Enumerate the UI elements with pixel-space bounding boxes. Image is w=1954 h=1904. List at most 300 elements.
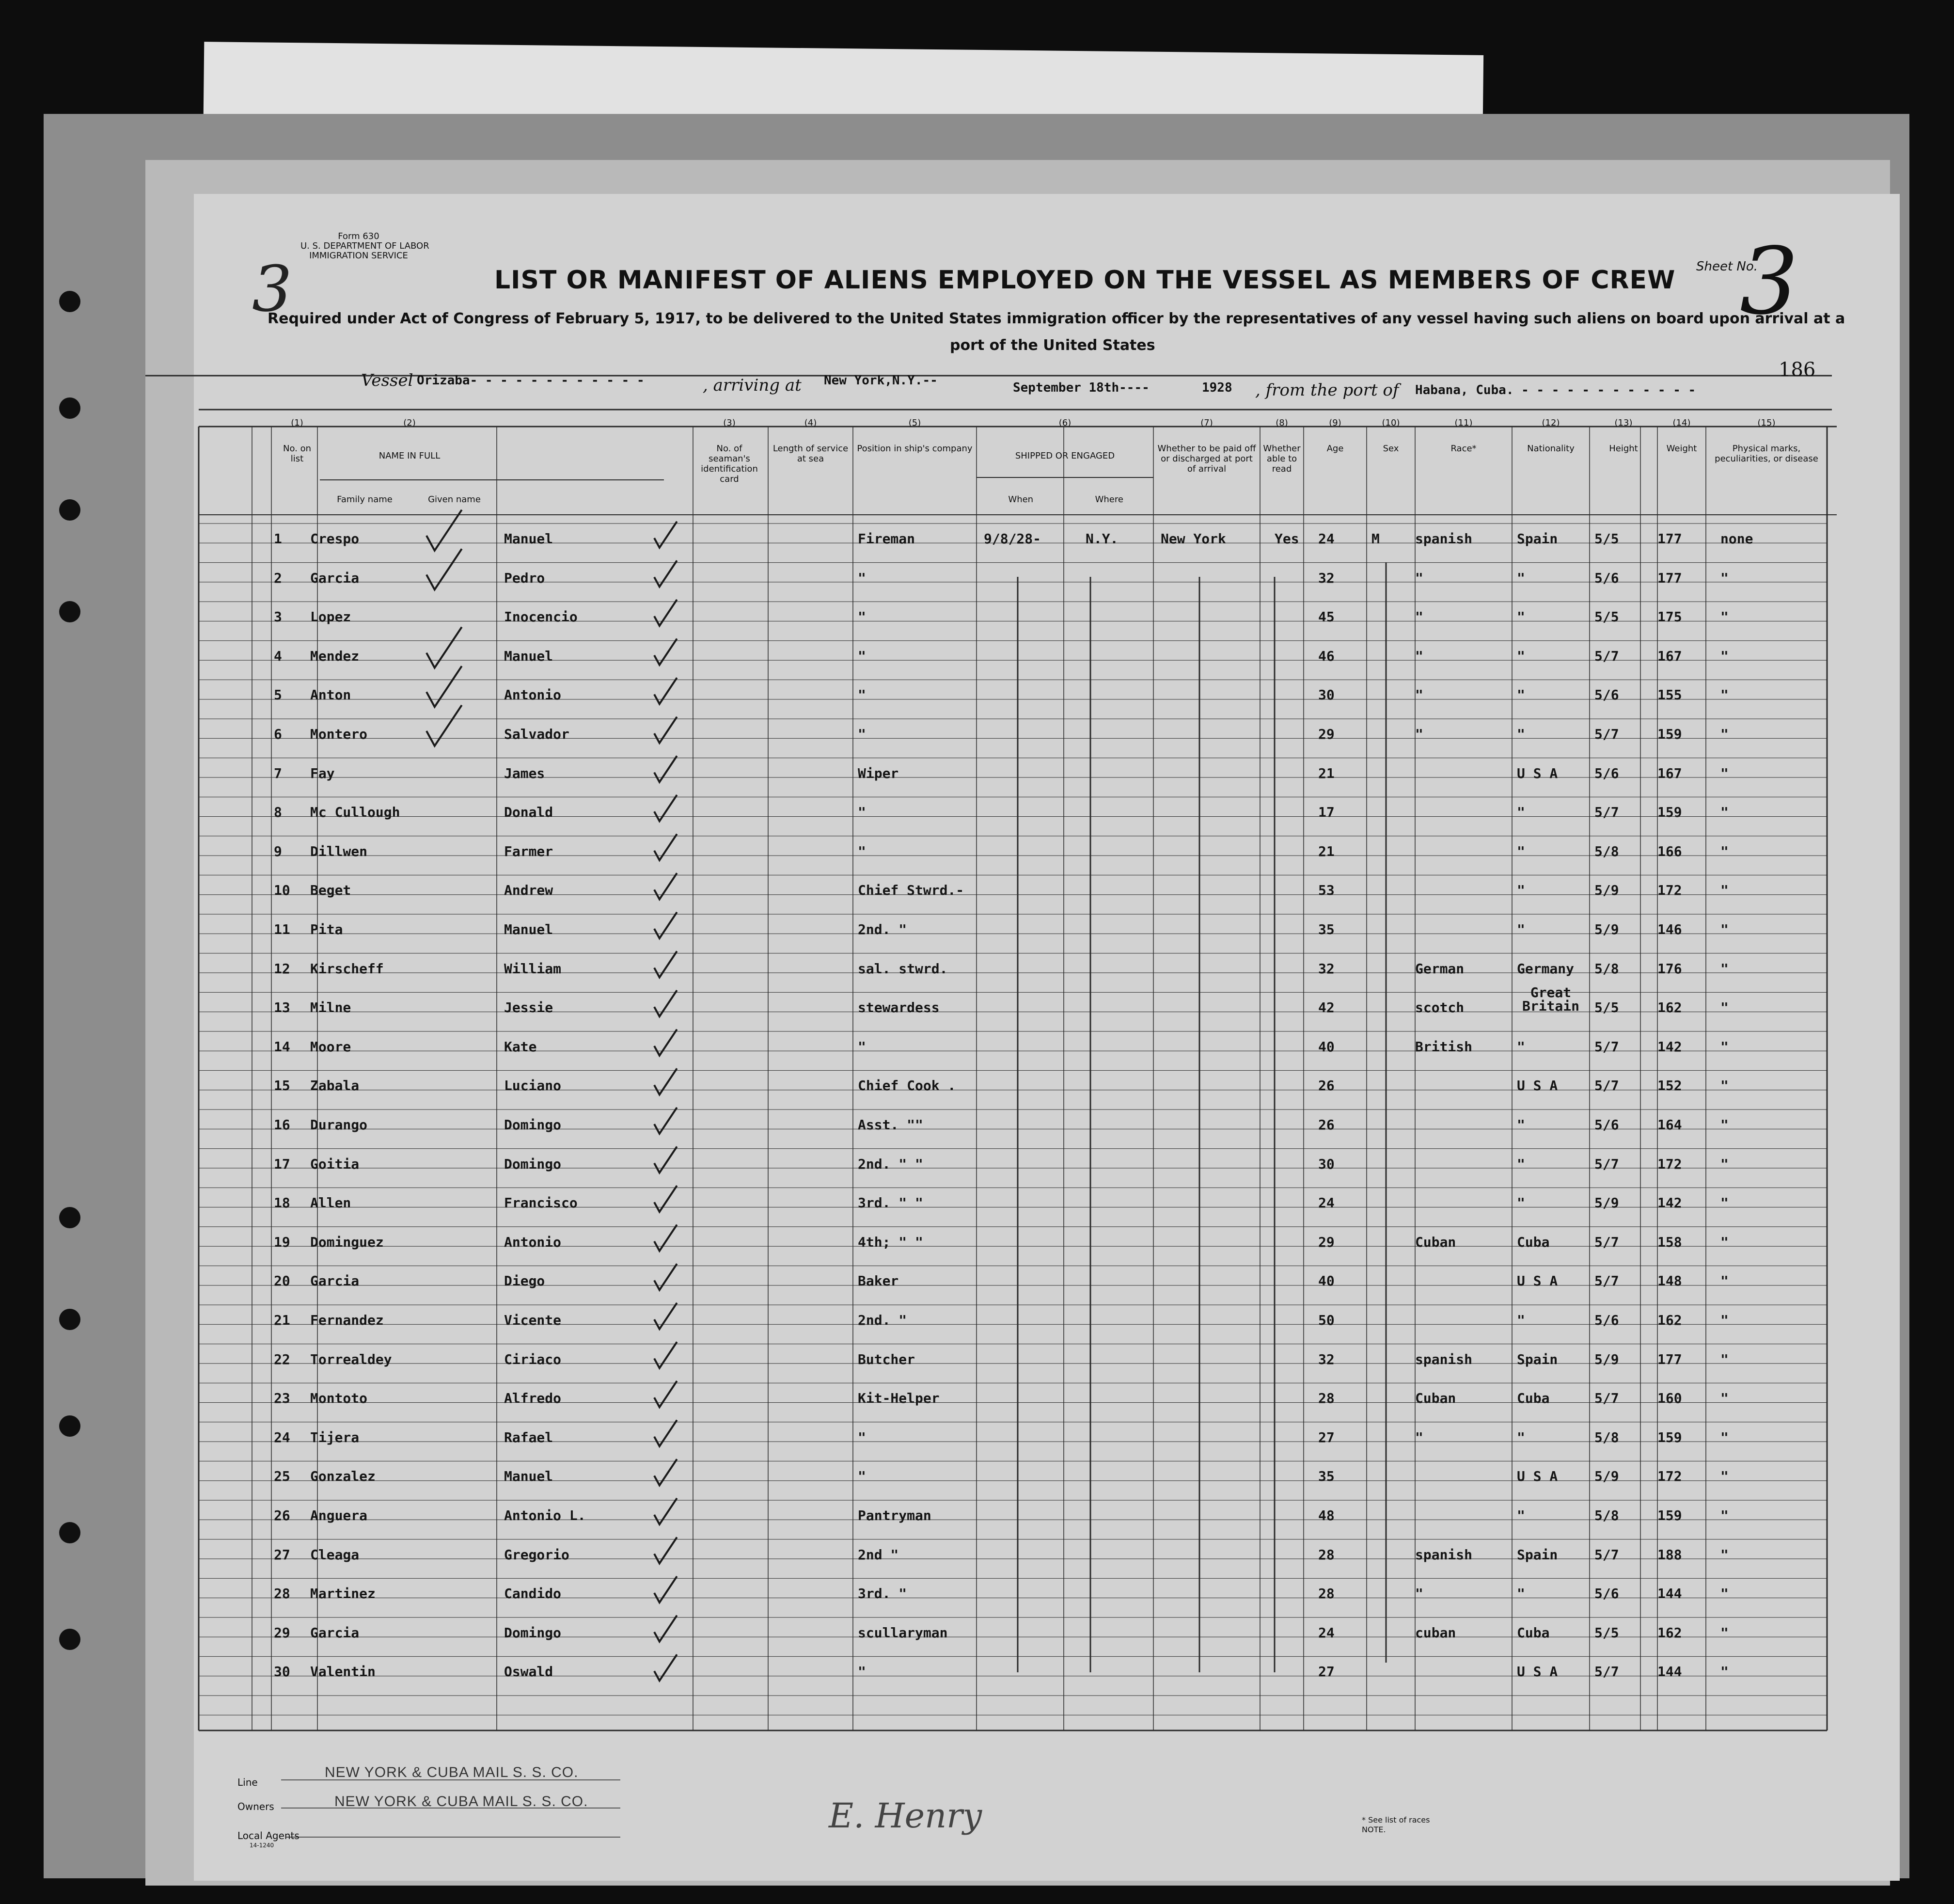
family-name: Valentin xyxy=(310,1664,376,1680)
given-name: James xyxy=(504,765,545,781)
family-name: Garcia xyxy=(310,570,360,586)
weight: 162 xyxy=(1657,1624,1682,1641)
family-name: Martinez xyxy=(310,1586,376,1602)
shipped-when: 9/8/28- xyxy=(984,531,1041,547)
column-subheader: Family name xyxy=(337,494,393,505)
height: 5/7 xyxy=(1594,1038,1619,1055)
race: " xyxy=(1415,570,1423,586)
check-mark xyxy=(654,1264,677,1290)
position: Baker xyxy=(858,1273,899,1289)
race: scotch xyxy=(1415,1000,1465,1016)
column-number: (6) xyxy=(1058,418,1072,428)
given-name: Ciriaco xyxy=(504,1351,562,1367)
age: 21 xyxy=(1318,765,1335,781)
sheet-number: 3 xyxy=(1740,228,1798,335)
height: 5/8 xyxy=(1594,1429,1619,1445)
nationality: " xyxy=(1517,570,1525,586)
given-name: Manuel xyxy=(504,648,553,664)
column-header-label: Nationality xyxy=(1527,444,1575,454)
form-code: 14-1240 xyxy=(250,1842,274,1849)
position: 4th; " " xyxy=(858,1234,923,1250)
form-number: Form 630 xyxy=(338,231,379,241)
row-number: 9 xyxy=(274,843,282,859)
check-mark xyxy=(654,873,677,899)
weight: 164 xyxy=(1657,1117,1682,1133)
age: 26 xyxy=(1318,1078,1335,1094)
weight: 159 xyxy=(1657,1429,1682,1445)
check-mark xyxy=(654,1654,677,1681)
given-name: Rafael xyxy=(504,1429,553,1445)
height: 5/7 xyxy=(1594,1078,1619,1094)
nationality: " xyxy=(1517,687,1525,703)
column-number: (8) xyxy=(1276,418,1288,428)
column-header-label: Physical marks, peculiarities, or disease xyxy=(1715,444,1818,464)
race: spanish xyxy=(1415,531,1473,547)
given-name: Francisco xyxy=(504,1195,578,1211)
height: 5/9 xyxy=(1594,1468,1619,1485)
column-subheader: Given name xyxy=(428,494,481,505)
nationality: " xyxy=(1517,1195,1525,1211)
weight: 144 xyxy=(1657,1586,1682,1602)
height: 5/6 xyxy=(1594,1586,1619,1602)
nationality: " xyxy=(1517,843,1525,859)
physical-marks: " xyxy=(1720,1312,1729,1328)
check-mark xyxy=(426,705,462,746)
age: 28 xyxy=(1318,1586,1335,1602)
height: 5/5 xyxy=(1594,1624,1619,1641)
row-number: 24 xyxy=(274,1429,290,1445)
check-mark xyxy=(654,912,677,938)
position: 2nd " xyxy=(858,1546,899,1563)
position: 3rd. " xyxy=(858,1586,907,1602)
race: Cuban xyxy=(1415,1234,1456,1250)
row-number: 27 xyxy=(274,1546,290,1563)
family-name: Zabala xyxy=(310,1078,360,1094)
page-stamp-number: 186 xyxy=(1779,359,1816,381)
physical-marks: " xyxy=(1720,921,1729,937)
given-name: Diego xyxy=(504,1273,545,1289)
check-mark xyxy=(654,1576,677,1603)
nationality: " xyxy=(1517,1038,1525,1055)
weight: 158 xyxy=(1657,1234,1682,1250)
physical-marks: " xyxy=(1720,960,1729,977)
row-number: 17 xyxy=(274,1156,290,1172)
position: " xyxy=(858,1664,866,1680)
weight: 144 xyxy=(1657,1664,1682,1680)
nationality: " xyxy=(1517,1586,1525,1602)
row-number: 5 xyxy=(274,687,282,703)
height: 5/6 xyxy=(1594,570,1619,586)
nationality: U S A xyxy=(1517,1664,1558,1680)
nationality: Germany xyxy=(1517,960,1575,977)
weight: 159 xyxy=(1657,726,1682,742)
check-mark xyxy=(654,990,677,1016)
vessel-label: Vessel xyxy=(361,371,413,390)
arrival-port: New York,N.Y.-- xyxy=(824,373,938,388)
family-name: Gonzalez xyxy=(310,1468,376,1485)
column-header-label: Whether able to read xyxy=(1263,444,1301,474)
position: " xyxy=(858,687,866,703)
height: 5/9 xyxy=(1594,1195,1619,1211)
nationality: " xyxy=(1517,882,1525,899)
family-name: Beget xyxy=(310,882,351,899)
nationality: " xyxy=(1517,726,1525,742)
given-name: Gregorio xyxy=(504,1546,569,1563)
family-name: Lopez xyxy=(310,609,351,625)
races-note: * See list of races xyxy=(1362,1815,1430,1825)
height: 5/8 xyxy=(1594,960,1619,977)
weight: 172 xyxy=(1657,882,1682,899)
position: sal. stwrd. xyxy=(858,960,948,977)
position: Chief Cook . xyxy=(858,1078,956,1094)
column-number: (2) xyxy=(403,418,416,428)
weight: 172 xyxy=(1657,1468,1682,1485)
position: " xyxy=(858,1429,866,1445)
height: 5/9 xyxy=(1594,1351,1619,1367)
check-mark xyxy=(426,549,462,589)
race: German xyxy=(1415,960,1465,977)
height: 5/9 xyxy=(1594,882,1619,899)
nationality: Great Britain xyxy=(1522,984,1579,1015)
check-mark xyxy=(654,1303,677,1329)
position: Butcher xyxy=(858,1351,915,1367)
height: 5/7 xyxy=(1594,648,1619,664)
weight: 162 xyxy=(1657,1312,1682,1328)
physical-marks: " xyxy=(1720,882,1729,899)
weight: 177 xyxy=(1657,570,1682,586)
service-name: IMMIGRATION SERVICE xyxy=(309,251,408,261)
weight: 167 xyxy=(1657,765,1682,781)
given-name: Pedro xyxy=(504,570,545,586)
given-name: Domingo xyxy=(504,1156,562,1172)
age: 24 xyxy=(1318,1195,1335,1211)
check-mark xyxy=(654,639,677,665)
subtitle-line-1: Required under Act of Congress of February 5, 1917, to be delivered to the United States immigration officer by the representatives of any vessel having such aliens on board upon arrival at a xyxy=(268,310,1845,327)
physical-marks: " xyxy=(1720,1390,1729,1407)
physical-marks: " xyxy=(1720,648,1729,664)
age: 29 xyxy=(1318,1234,1335,1250)
check-mark xyxy=(426,510,462,551)
note-label: NOTE. xyxy=(1362,1825,1386,1834)
position: " xyxy=(858,726,866,742)
column-number: (9) xyxy=(1329,418,1341,428)
row-number: 10 xyxy=(274,882,290,899)
family-name: Garcia xyxy=(310,1624,360,1641)
age: 32 xyxy=(1318,570,1335,586)
weight: 177 xyxy=(1657,1351,1682,1367)
age: 35 xyxy=(1318,921,1335,937)
check-mark xyxy=(654,756,677,782)
race: " xyxy=(1415,648,1423,664)
position: scullaryman xyxy=(858,1624,948,1641)
position: Chief Stwrd.- xyxy=(858,882,964,899)
family-name: Milne xyxy=(310,1000,351,1016)
physical-marks: " xyxy=(1720,765,1729,781)
check-mark xyxy=(654,1498,677,1524)
family-name: Mendez xyxy=(310,648,360,664)
age: 28 xyxy=(1318,1546,1335,1563)
family-name: Mc Cullough xyxy=(310,804,400,821)
height: 5/7 xyxy=(1594,1273,1619,1289)
age: 29 xyxy=(1318,726,1335,742)
check-mark xyxy=(654,1068,677,1095)
position: 2nd. " xyxy=(858,1312,907,1328)
column-header-label: Height xyxy=(1609,444,1638,454)
age: 24 xyxy=(1318,531,1335,547)
weight: 172 xyxy=(1657,1156,1682,1172)
position: 2nd. " xyxy=(858,921,907,937)
position: 3rd. " " xyxy=(858,1195,923,1211)
check-mark xyxy=(654,600,677,626)
check-mark xyxy=(654,1616,677,1642)
nationality: Spain xyxy=(1517,1546,1558,1563)
weight: 142 xyxy=(1657,1195,1682,1211)
height: 5/7 xyxy=(1594,1546,1619,1563)
physical-marks: " xyxy=(1720,1624,1729,1641)
nationality: Spain xyxy=(1517,531,1558,547)
age: 46 xyxy=(1318,648,1335,664)
nationality: " xyxy=(1517,1312,1525,1328)
given-name: Manuel xyxy=(504,921,553,937)
physical-marks: " xyxy=(1720,609,1729,625)
nationality: Spain xyxy=(1517,1351,1558,1367)
check-mark xyxy=(654,717,677,743)
check-mark xyxy=(654,1146,677,1173)
nationality: " xyxy=(1517,804,1525,821)
given-name: Farmer xyxy=(504,843,553,859)
weight: 152 xyxy=(1657,1078,1682,1094)
column-number: (15) xyxy=(1757,418,1776,428)
row-number: 4 xyxy=(274,648,282,664)
physical-marks: " xyxy=(1720,1273,1729,1289)
sex: M xyxy=(1371,531,1380,547)
race: Cuban xyxy=(1415,1390,1456,1407)
row-number: 28 xyxy=(274,1586,290,1602)
position: " xyxy=(858,609,866,625)
column-number: (4) xyxy=(804,418,817,428)
row-number: 12 xyxy=(274,960,290,977)
physical-marks: " xyxy=(1720,1156,1729,1172)
height: 5/7 xyxy=(1594,804,1619,821)
given-name: Salvador xyxy=(504,726,569,742)
check-mark xyxy=(426,627,462,668)
physical-marks: " xyxy=(1720,687,1729,703)
family-name: Goitia xyxy=(310,1156,360,1172)
age: 30 xyxy=(1318,687,1335,703)
row-number: 25 xyxy=(274,1468,290,1485)
nationality: " xyxy=(1517,609,1525,625)
column-number: (13) xyxy=(1614,418,1633,428)
row-number: 7 xyxy=(274,765,282,781)
height: 5/7 xyxy=(1594,726,1619,742)
check-mark xyxy=(426,666,462,707)
corner-handwritten-mark: 3 xyxy=(252,252,292,326)
age: 27 xyxy=(1318,1664,1335,1680)
height: 5/7 xyxy=(1594,1664,1619,1680)
column-header-label: SHIPPED OR ENGAGED xyxy=(1015,451,1115,461)
check-mark xyxy=(654,951,677,977)
subtitle-line-2: port of the United States xyxy=(950,337,1155,354)
row-number: 29 xyxy=(274,1624,290,1641)
line-value: NEW YORK & CUBA MAIL S. S. CO. xyxy=(325,1764,579,1780)
nationality: Cuba xyxy=(1517,1390,1550,1407)
check-mark xyxy=(654,1342,677,1368)
given-name: Antonio xyxy=(504,1234,562,1250)
owners-label: Owners xyxy=(237,1801,274,1812)
weight: 155 xyxy=(1657,687,1682,703)
race: British xyxy=(1415,1038,1473,1055)
nationality: " xyxy=(1517,1117,1525,1133)
row-number: 21 xyxy=(274,1312,290,1328)
family-name: Crespo xyxy=(310,531,360,547)
age: 40 xyxy=(1318,1273,1335,1289)
row-number: 13 xyxy=(274,1000,290,1016)
age: 42 xyxy=(1318,1000,1335,1016)
able-to-read: Yes xyxy=(1275,531,1299,547)
weight: 166 xyxy=(1657,843,1682,859)
family-name: Allen xyxy=(310,1195,351,1211)
physical-marks: " xyxy=(1720,1038,1729,1055)
given-name: Domingo xyxy=(504,1624,562,1641)
physical-marks: " xyxy=(1720,1078,1729,1094)
weight: 188 xyxy=(1657,1546,1682,1563)
line-label: Line xyxy=(237,1777,258,1788)
row-number: 22 xyxy=(274,1351,290,1367)
family-name: Fernandez xyxy=(310,1312,384,1328)
column-header-label: Sex xyxy=(1383,444,1399,454)
position: Kit-Helper xyxy=(858,1390,940,1407)
physical-marks: " xyxy=(1720,570,1729,586)
family-name: Torrealdey xyxy=(310,1351,392,1367)
given-name: Inocencio xyxy=(504,609,578,625)
agent-signature: E. Henry xyxy=(829,1796,982,1836)
race: " xyxy=(1415,1429,1423,1445)
position: " xyxy=(858,1038,866,1055)
column-number: (5) xyxy=(908,418,921,428)
local-agents-label: Local Agents xyxy=(237,1830,299,1841)
position: " xyxy=(858,1468,866,1485)
physical-marks: " xyxy=(1720,1195,1729,1211)
column-number: (10) xyxy=(1382,418,1400,428)
weight: 160 xyxy=(1657,1390,1682,1407)
family-name: Moore xyxy=(310,1038,351,1055)
height: 5/6 xyxy=(1594,687,1619,703)
physical-marks: " xyxy=(1720,843,1729,859)
weight: 159 xyxy=(1657,1507,1682,1523)
nationality: " xyxy=(1517,1507,1525,1523)
check-mark xyxy=(654,1186,677,1212)
height: 5/5 xyxy=(1594,609,1619,625)
family-name: Fay xyxy=(310,765,335,781)
arriving-label: , arriving at xyxy=(703,376,802,395)
given-name: Antonio L. xyxy=(504,1507,586,1523)
age: 35 xyxy=(1318,1468,1335,1485)
family-name: Anton xyxy=(310,687,351,703)
nationality: " xyxy=(1517,921,1525,937)
weight: 146 xyxy=(1657,921,1682,937)
race: " xyxy=(1415,609,1423,625)
given-name: Candido xyxy=(504,1586,562,1602)
shipped-where: N.Y. xyxy=(1086,531,1119,547)
check-mark xyxy=(654,1225,677,1251)
physical-marks: none xyxy=(1720,531,1753,547)
check-mark xyxy=(654,1108,677,1134)
weight: 159 xyxy=(1657,804,1682,821)
check-mark xyxy=(654,678,677,704)
row-number: 16 xyxy=(274,1117,290,1133)
nationality: U S A xyxy=(1517,765,1558,781)
sheet-label: Sheet No. xyxy=(1696,259,1758,274)
check-mark xyxy=(654,560,677,587)
nationality: Cuba xyxy=(1517,1624,1550,1641)
row-number: 11 xyxy=(274,921,290,937)
physical-marks: " xyxy=(1720,1000,1729,1016)
departure-port: Habana, Cuba. - - - - - - - - - - - - xyxy=(1415,383,1696,397)
weight: 176 xyxy=(1657,960,1682,977)
race: " xyxy=(1415,1586,1423,1602)
weight: 162 xyxy=(1657,1000,1682,1016)
row-number: 30 xyxy=(274,1664,290,1680)
height: 5/7 xyxy=(1594,1390,1619,1407)
height: 5/6 xyxy=(1594,1312,1619,1328)
check-mark xyxy=(654,1420,677,1446)
physical-marks: " xyxy=(1720,1586,1729,1602)
physical-marks: " xyxy=(1720,1546,1729,1563)
family-name: Dillwen xyxy=(310,843,368,859)
height: 5/8 xyxy=(1594,1507,1619,1523)
row-number: 20 xyxy=(274,1273,290,1289)
race: cuban xyxy=(1415,1624,1456,1641)
position: " xyxy=(858,570,866,586)
column-number: (11) xyxy=(1454,418,1473,428)
position: Pantryman xyxy=(858,1507,931,1523)
department-name: U. S. DEPARTMENT OF LABOR xyxy=(300,241,429,251)
weight: 142 xyxy=(1657,1038,1682,1055)
given-name: Andrew xyxy=(504,882,553,899)
race: spanish xyxy=(1415,1546,1473,1563)
position: " xyxy=(858,648,866,664)
column-header-label: NAME IN FULL xyxy=(378,451,441,461)
age: 32 xyxy=(1318,1351,1335,1367)
physical-marks: " xyxy=(1720,1234,1729,1250)
age: 21 xyxy=(1318,843,1335,859)
physical-marks: " xyxy=(1720,726,1729,742)
owners-value: NEW YORK & CUBA MAIL S. S. CO. xyxy=(334,1793,588,1809)
height: 5/7 xyxy=(1594,1234,1619,1250)
row-number: 3 xyxy=(274,609,282,625)
column-header-label: Age xyxy=(1326,444,1344,454)
column-header-label: Race* xyxy=(1450,444,1477,454)
height: 5/6 xyxy=(1594,1117,1619,1133)
age: 45 xyxy=(1318,609,1335,625)
column-header-label: No. on list xyxy=(283,444,312,464)
physical-marks: " xyxy=(1720,1507,1729,1523)
position: " xyxy=(858,804,866,821)
nationality: U S A xyxy=(1517,1273,1558,1289)
height: 5/6 xyxy=(1594,765,1619,781)
family-name: Garcia xyxy=(310,1273,360,1289)
column-header-label: Length of service at sea xyxy=(772,444,849,464)
arrival-year: 1928 xyxy=(1202,381,1232,395)
age: 48 xyxy=(1318,1507,1335,1523)
discharge-port: New York xyxy=(1161,531,1226,547)
family-name: Tijera xyxy=(310,1429,360,1445)
weight: 175 xyxy=(1657,609,1682,625)
row-number: 19 xyxy=(274,1234,290,1250)
nationality: " xyxy=(1517,648,1525,664)
family-name: Pita xyxy=(310,921,343,937)
form-number-block xyxy=(300,231,429,261)
